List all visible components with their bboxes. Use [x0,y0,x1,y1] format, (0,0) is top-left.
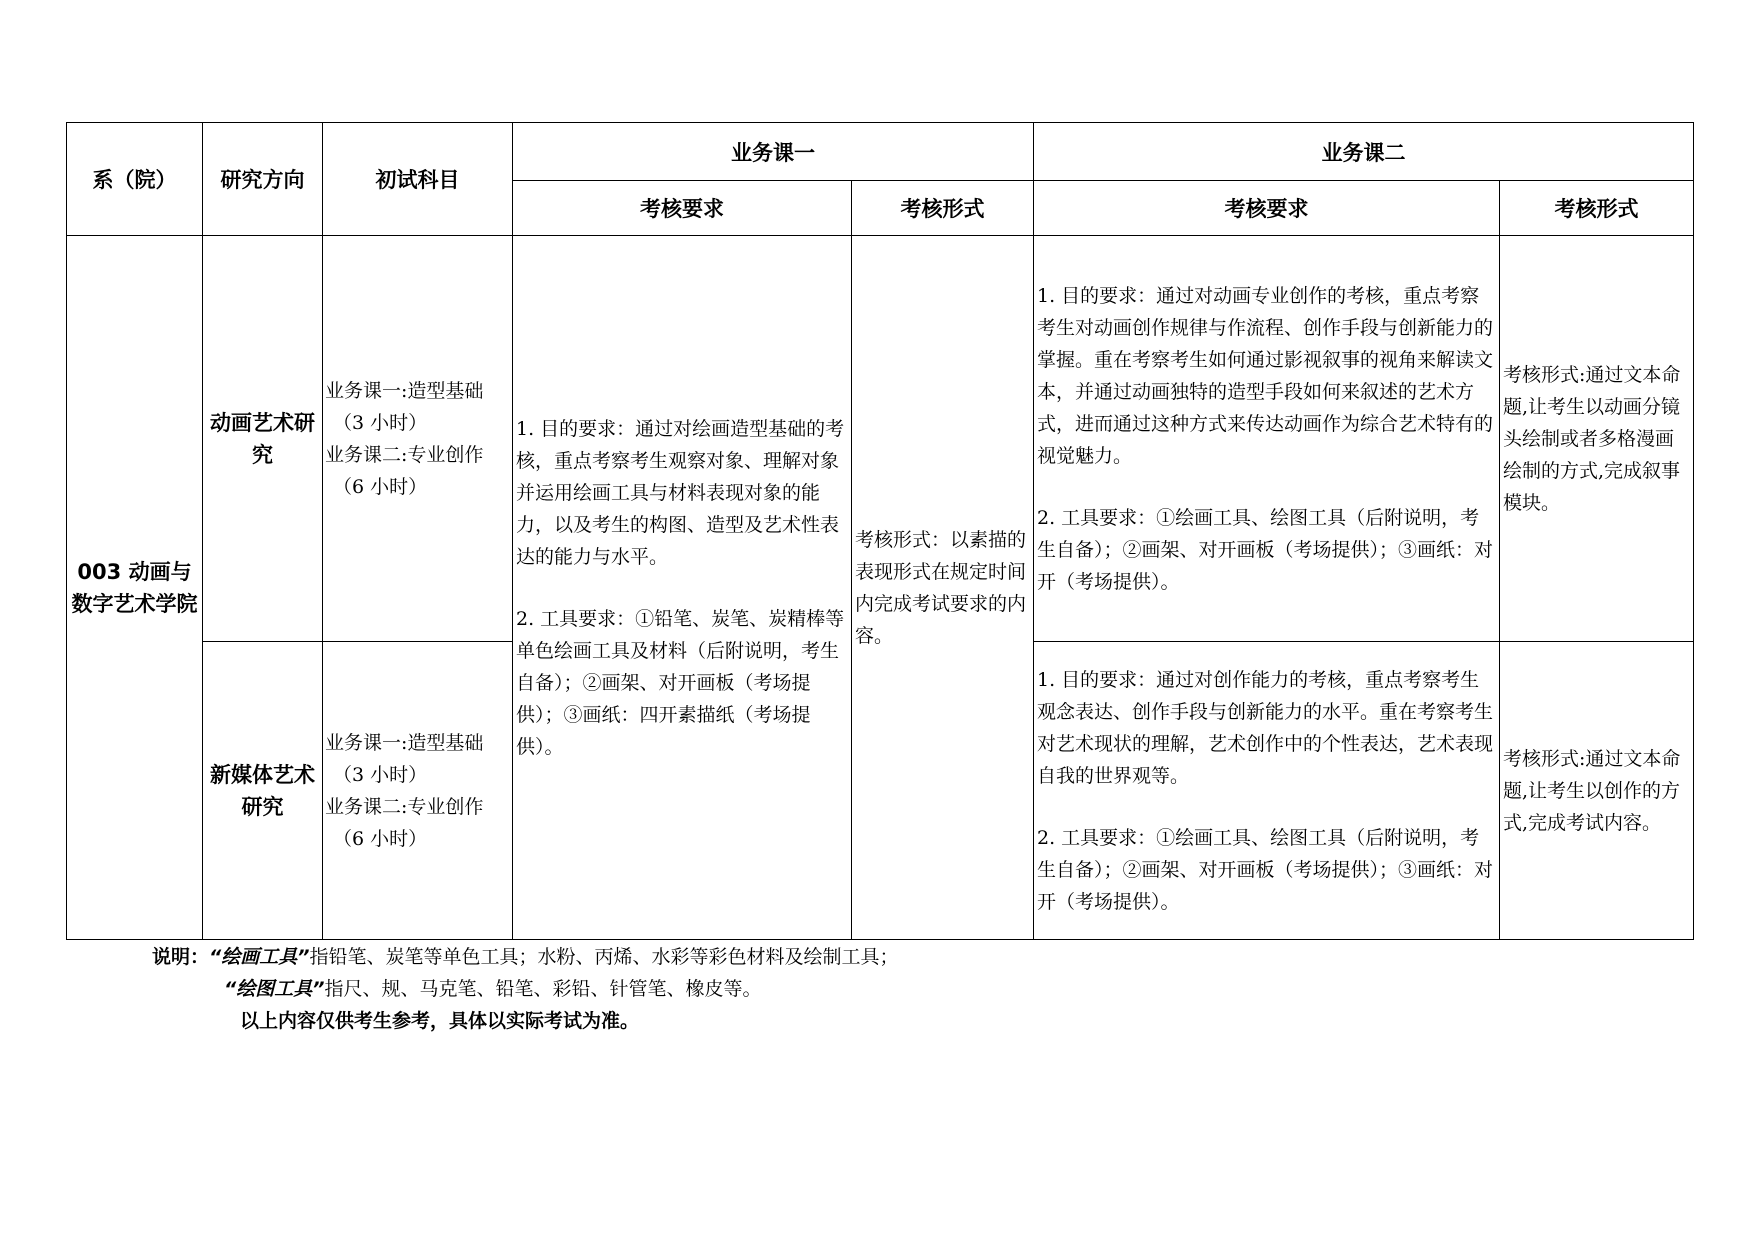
note-text-drafting-tools: 指尺、规、马克笔、铅笔、彩铅、针管笔、橡皮等。 [324,978,762,1000]
subject-one-duration: （3 小时） [333,763,428,786]
course-one-format-cell [852,236,1034,940]
course-two-requirement-new-media [1034,642,1500,940]
course-two-requirement-animation [1034,236,1500,642]
department-name: 003 动画与数字艺术学院 [71,559,198,616]
subject-one-duration: （3 小时） [333,411,428,434]
note-line-drafting-tools [152,973,899,1005]
course-one-purpose: 1. 目的要求：通过对绘画造型基础的考核，重点考察考生观察对象、理解对象并运用绘画工具与材料表现对象的能力，以及考生的构图、造型及艺术性表达的能力与水平。 [516,417,845,568]
note-term-drafting-tools: “绘图工具” [224,978,325,1000]
department-cell [67,236,203,940]
header-course-one: 业务课一 [513,123,1034,181]
subject-two-duration: （6 小时） [333,827,428,850]
course-one-tools: 2. 工具要求：①铅笔、炭笔、炭精棒等单色绘画工具及材料（后附说明，考生自备）；②画架、对开画板（考场提供）；③画纸：四开素描纸（考场提供）。 [516,607,845,758]
notes-section [152,941,899,1037]
header-course-two: 业务课二 [1034,123,1694,181]
course-two-tools-new-media: 2. 工具要求：①绘画工具、绘图工具（后附说明，考生自备）；②画架、对开画板（考场提供）；③画纸：对开（考场提供）。 [1037,826,1494,913]
direction-cell-animation [203,236,323,642]
subjects-cell-new-media [323,642,513,940]
course-two-purpose-animation: 1. 目的要求：通过对动画专业创作的考核，重点考察考生对动画创作规律与作流程、创作手段与创新能力的掌握。重在考察考生如何通过影视叙事的视角来解读文本，并通过动画独特的造型手段如何来叙述的艺术方式，进而通过这种方式来传达动画作为综合艺术特有的视觉魅力。 [1037,284,1494,467]
subject-two-duration: （6 小时） [333,475,428,498]
header-exam-subjects: 初试科目 [323,123,513,236]
header-course-one-requirement: 考核要求 [513,181,852,236]
direction-cell-new-media [203,642,323,940]
note-line-drawing-tools [152,941,899,973]
course-two-tools-animation: 2. 工具要求：①绘画工具、绘图工具（后附说明，考生自备）；②画架、对开画板（考场提供）；③画纸：对开（考场提供）。 [1037,506,1494,593]
course-two-format-text-animation: 考核形式:通过文本命题,让考生以动画分镜头绘制或者多格漫画绘制的方式,完成叙事模块。 [1503,363,1681,514]
header-course-two-format: 考核形式 [1500,181,1694,236]
course-two-format-text-new-media: 考核形式:通过文本命题,让考生以创作的方式,完成考试内容。 [1503,747,1681,834]
note-text-painting-tools: 指铅笔、炭笔等单色工具；水粉、丙烯、水彩等彩色材料及绘制工具； [309,946,899,968]
subject-one-label: 业务课一:造型基础 [325,731,484,754]
direction-new-media: 新媒体艺术研究 [210,762,315,819]
header-department: 系（院） [67,123,203,236]
direction-animation: 动画艺术研究 [210,410,315,467]
header-research-direction: 研究方向 [203,123,323,236]
subject-two-label: 业务课二:专业创作 [325,443,484,466]
subject-two-label: 业务课二:专业创作 [325,795,484,818]
header-course-two-requirement: 考核要求 [1034,181,1500,236]
note-disclaimer: 以上内容仅供考生参考，具体以实际考试为准。 [240,1010,640,1032]
course-two-format-new-media [1500,642,1694,940]
subjects-cell-animation [323,236,513,642]
header-course-one-format: 考核形式 [852,181,1034,236]
course-two-format-animation [1500,236,1694,642]
requirements-table [66,122,1694,940]
note-term-painting-tools: “绘画工具” [209,946,310,968]
course-two-purpose-new-media: 1. 目的要求：通过对创作能力的考核，重点考察考生观念表达、创作手段与创新能力的水平。重在考察考生对艺术现状的理解，艺术创作中的个性表达，艺术表现自我的世界观等。 [1037,668,1494,787]
course-one-requirement-cell [513,236,852,940]
notes-label: 说明： [152,946,210,968]
subject-one-label: 业务课一:造型基础 [325,379,484,402]
course-one-format-text: 考核形式：以素描的表现形式在规定时间内完成考试要求的内容。 [855,528,1027,647]
